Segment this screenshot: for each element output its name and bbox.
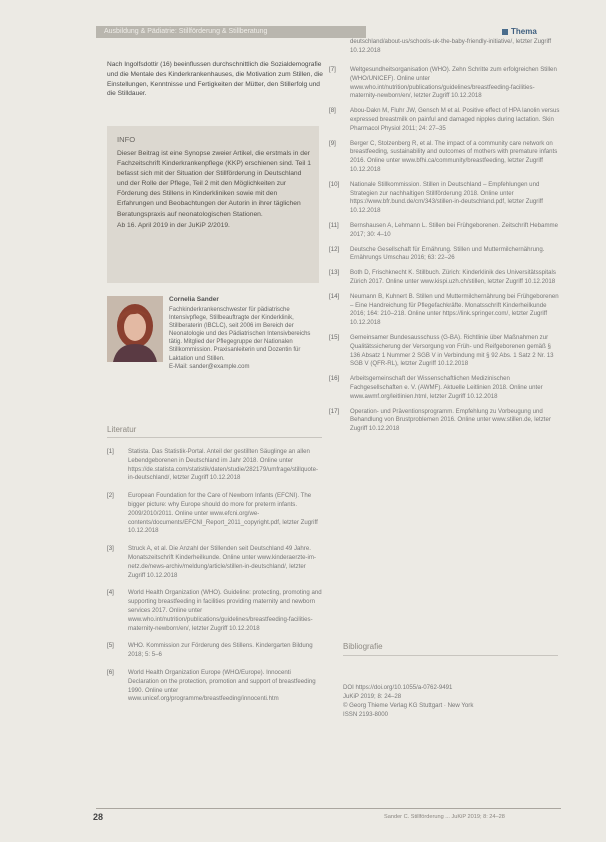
footer-rule [96, 808, 561, 809]
reference-item: [7] Weltgesundheitsorganisation (WHO). Zehn Schritte zum erfolgreichen Stillen (WHO/UNICEF). Online unter www.who.int/nutrition/publications/guidelines/breastfeeding-facilities-maternity-newborn/en/, letzter Zugriff 10.12.2018 [329, 66, 557, 100]
reference-item: [1] Statista. Das Statistik-Portal. Anteil der gestillten Säuglinge an allen Lebendgeborenen in Deutschland im Jahr 2018. Online unter https://de.statista.com/statistik/daten/studie/282179/umfrage/stillquote-in-deutschland/, letzter Zugriff 10.12.2018 [107, 448, 319, 482]
bibliography-block [343, 684, 558, 720]
reference-item: [12] Deutsche Gesellschaft für Ernährung. Stillen und Muttermilchernährung. Ernährungs Umschau 2016; 63: 22–26 [329, 245, 545, 262]
author-bio-block [107, 306, 322, 371]
author-box [107, 296, 325, 386]
reference-item: [2] European Foundation for the Care of Newborn Infants (EFCNI). The bigger picture: why Europe should do more for preterm infants. 2009/2010/2011. Online unter www.efcni.org/we-contents/documents/EFCNI_Report_2011_copyright.pdf, letzter Zugriff 10.12.2018 [107, 492, 318, 535]
reference-item: [10] Nationale Stillkommission. Stillen in Deutschland – Empfehlungen und Strategien zur nachhaltigen Stillförderung 2018. Online unter https://www.bfr.bund.de/cm/343/stillen-in-deutschland.pdf, letzter Zugriff 10.12.2018 [329, 180, 543, 215]
reference-item: [4] World Health Organization (WHO). Guideline: protecting, promoting and supporting breastfeeding in facilities providing maternity and newborn services 2017. Online unter www.who.int/nutrition/publications/guidelines/breastfeeding-facilities-maternity-newborn/en/, letzter Zugriff 10.12.2018 [107, 589, 322, 632]
header-band [96, 26, 366, 38]
reference-list-left [107, 448, 322, 713]
reference-item: [8] Abou-Dakn M, Fluhr JW, Gensch M et al. Positive effect of HPA lanolin versus expressed breastmilk on painful and damaged nipples during lactation. Skin Pharmacol Physiol 2011; 24: 27–35 [329, 107, 560, 132]
literature-rule [107, 437, 322, 438]
bibliography-doi: DOI https://doi.org/10.1055/a-0762-9491 [343, 684, 453, 691]
bibliography-citation: JuKiP 2019; 8: 24–28 [343, 692, 402, 700]
footer-citation: Sander C. Stillförderung ... JuKiP 2019; 8: 24–28 [384, 814, 505, 820]
info-box [107, 126, 319, 283]
reference-item: [13] Both D, Frischknecht K. Stillbuch. Zürich: Kinderklinik des Universitätsspitals Zürich 2017. Online unter www.kispi.uzh.ch/stillen, letzter Zugriff 10.12.2018 [329, 269, 556, 285]
author-bio: Fachkinderkrankenschwester für pädiatrische Intensivpflege, Stillbeauftragte der Kinderklinik, Stillberaterin (IBCLC), seit 2006 im Bereich der Neonatologie und des Pädiatrischen Intensivbereichs tätig. Mitglied der Pflegegruppe der Nationalen Stillkommission. Praxisanleiterin und Dozentin für Laktation und Stillen. [169, 307, 311, 362]
info-reference: Ab 16. April 2019 in der JuKiP 2/2019. [117, 221, 230, 229]
page-number: 28 [93, 812, 104, 822]
section-label [502, 25, 558, 38]
reference-list-right [329, 66, 561, 440]
reference-item: [5] WHO. Kommission zur Förderung des Stillens. Kindergarten Bildung 2018; 5: 5–6 [107, 642, 313, 659]
reference-item: [14] Neumann B, Kuhnert B. Stillen und Muttermilchernährung bei Frühgeborenen – Eine Handreichung für Pflegefachkräfte. Monatsschrift Kinderheilkunde 2016; 164: 210–218. Online unter https://link.springer.com/, letzter Zugriff 10.12.2018 [329, 292, 559, 327]
info-title: INFO [117, 135, 136, 144]
info-text [117, 149, 313, 231]
bibliography-issn: ISSN 2193-8000 [343, 710, 389, 718]
info-body: Dieser Beitrag ist eine Synopse zweier Artikel, die erstmals in der Fachzeitschrift Kinderkrankenpflege (KKP) erschienen sind. Teil 1 befasst sich mit der Situation der Stillförderung in Deutschland und der Rolle der Pflege, Teil 2 mit den Möglichkeiten zur Förderung des Stillens in Kinderkliniken sowie mit den Erfahrungen und Beobachtungen der Autorin in ihrer täglichen Beratungspraxis auf neonatologischen Stationen. [117, 150, 311, 218]
reference-continuation: deutschland/about-us/schools-uk-the-baby-friendly-initiative/, letzter Zugriff 10.12.2018 [350, 38, 552, 54]
header-band-text: Ausbildung & Pädiatrie: Stillförderung & Stillberatung [104, 28, 268, 35]
bibliography-title: Bibliografie [343, 642, 383, 651]
reference-item: [17] Operation- und Präventionsprogramm. Empfehlung zu Vorbeugung und Behandlung von Brustproblemen 2016. Online unter www.stillen.de, letzter Zugriff 10.12.2018 [329, 407, 551, 433]
reference-item: [15] Gemeinsamer Bundesausschuss (G-BA). Richtlinie über Maßnahmen zur Qualitätssicherung der Versorgung von Früh- und Reifgeborenen gemäß § 136 Absatz 1 Nummer 2 SGB V in Verbindung mit § 92 Abs. 1 Satz 2 Nr. 13 SGB V (QFR-RL), letzter Zugriff 10.12.2018 [329, 333, 554, 368]
reference-item: [9] Berger C, Stolzenberg R, et al. The impact of a community care network on breastfeeding, sustainability and outcomes of mothers with premature infants 2016. Online unter www.bfhi.ca/community/breastfeeding, letzter Zugriff 10.12.2018 [329, 139, 558, 173]
bibliography-rule [343, 655, 558, 656]
reference-item: [16] Arbeitsgemeinschaft der Wissenschaftlichen Medizinischen Fachgesellschaften e. V. (AWMF). Aktuelle Leitlinien 2018. Online unter www.awmf.org/leitlinien.html, letzter Zugriff 10.12.2018 [329, 375, 543, 400]
author-email: E-Mail: sander@example.com [169, 363, 250, 370]
reference-item: [3] Struck A, et al. Die Anzahl der Stillenden seit Deutschland 49 Jahre. Monatszeitschrift Kinderheilkunde. Online unter www.kinderaerzte-im-netz.de/news-archiv/meldung/article/stillen-in-deutschland/, letzter Zugriff 10.12.2018 [107, 545, 316, 579]
section-label-text: Thema [511, 27, 537, 36]
section-marker-icon [502, 29, 508, 35]
reference-item: [6] World Health Organization Europe (WHO/Europe). Innocenti Declaration on the protection, promotion and support of breastfeeding 1990. Online unter www.unicef.org/programme/breastfeeding/innocenti.htm [107, 668, 316, 703]
author-name: Cornelia Sander [169, 296, 219, 303]
reference-item: [11] Bernshausen A, Lehmann L. Stillen bei Frühgeborenen. Zeitschrift Hebamme 2017; 30: 4–10 [329, 221, 558, 238]
bibliography-publisher: © Georg Thieme Verlag KG Stuttgart · New York [343, 701, 474, 709]
literature-title: Literatur [107, 425, 137, 434]
intro-paragraph: Nach Ingolfsdottir (16) beeinflussen durchschnittlich die Sozialdemografie und die Mentale des Kinderkrankenhauses, die Motivation zum Stillen, die Einstellungen, Kenntnisse und Fertigkeiten der Mütter, den Stillerfolg und die Stilldauer. [107, 61, 323, 98]
